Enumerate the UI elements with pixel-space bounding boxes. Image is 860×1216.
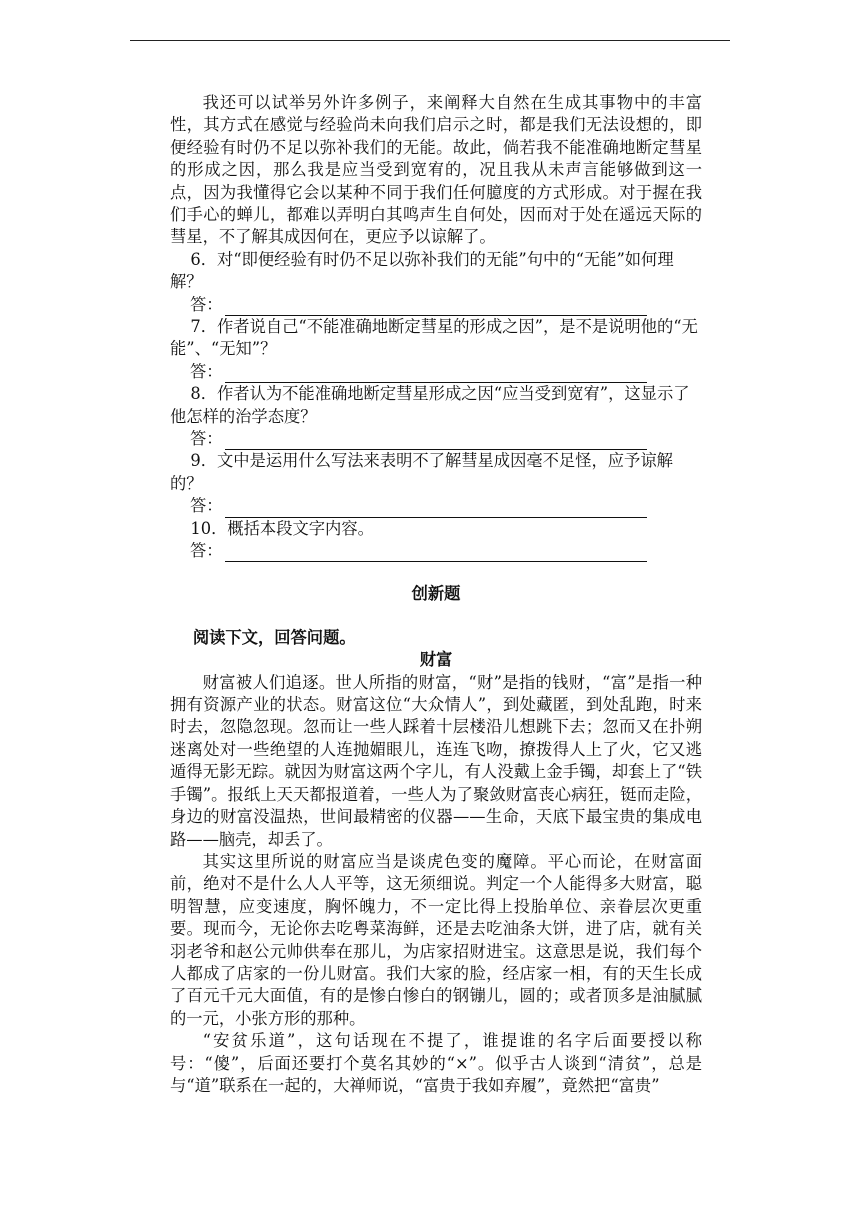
question-6: 6．对“即便经验有时仍不足以弥补我们的无能”句中的“无能”如何理解？ bbox=[170, 249, 674, 292]
answer-label: 答： bbox=[190, 429, 223, 449]
section-title: 创新题 bbox=[411, 584, 461, 604]
question-8: 8．作者认为不能准确地断定彗星形成之因“应当受到宽宥”，这显示了他怎样的治学态度？ bbox=[170, 384, 690, 426]
answer-blank[interactable] bbox=[225, 547, 647, 562]
answer-9 bbox=[170, 495, 702, 517]
answer-label: 答： bbox=[190, 496, 223, 516]
answer-8 bbox=[170, 428, 702, 450]
article-paragraph: “安贫乐道”，这句话现在不提了，谁提谁的名字后面要授以称号：“傻”，后面还要打个莫名其妙的“×”。似乎古人谈到“清贫”，总是与“道”联系在一起的，大禅师说，“富贵于我如弃履”，竟然把“富贵” bbox=[170, 1031, 702, 1095]
answer-blank[interactable] bbox=[225, 301, 647, 316]
question-9: 9．文中是运用什么写法来表明不了解彗星成因毫不足怪，应予谅解的？ bbox=[170, 451, 673, 493]
answer-label: 答： bbox=[190, 541, 223, 561]
answer-10 bbox=[170, 540, 702, 562]
answer-label: 答： bbox=[190, 294, 223, 314]
answer-7 bbox=[170, 361, 702, 383]
question-10: 10．概括本段文字内容。 bbox=[190, 518, 374, 538]
article-paragraph: 财富被人们追逐。世人所指的财富，“财”是指的钱财，“富”是指一种拥有资源产业的状态。财富这位“大众情人”，到处藏匿，到处乱跑，时来时去，忽隐忽现。忽而让一些人踩着十层楼沿儿想跳下去；忽而又在扑朔迷离处对一些绝望的人连抛媚眼儿，连连飞吻，撩拨得人上了火，它又逃遁得无影无踪。就因为财富这两个字儿，有人没戴上金手镯，却套上了“铁手镯”。报纸上天天都报道着，一些人为了聚敛财富丧心病狂，铤而走险，身边的财富没温热，世间最精密的仪器——生命，天底下最宝贵的集成电路——脑壳，却丢了。 bbox=[170, 672, 702, 849]
question-7: 7．作者说自己“不能准确地断定彗星的形成之因”，是不是说明他的“无能”、“无知”？ bbox=[170, 317, 698, 359]
passage-paragraph: 我还可以试举另外许多例子，来阐释大自然在生成其事物中的丰富性，其方式在感觉与经验尚未向我们启示之时，都是我们无法设想的，即便经验有时仍不足以弥补我们的无能。故此，倘若我不能准确地断定彗星的形成之因，那么我是应当受到宽宥的，况且我从未声言能够做到这一点，因为我懂得它会以某种不同于我们任何臆度的方式形成。对于握在我们手心的蝉儿，都难以弄明白其鸣声生自何处，因而对于处在遥远天际的彗星，不了解其成因何在，更应予以谅解了。 bbox=[170, 93, 702, 247]
answer-6 bbox=[170, 294, 702, 316]
answer-blank[interactable] bbox=[225, 503, 647, 518]
reading-instruction: 阅读下文，回答问题。 bbox=[192, 627, 356, 647]
answer-label: 答： bbox=[190, 361, 223, 381]
document-body bbox=[170, 92, 702, 1097]
answer-blank[interactable] bbox=[225, 435, 647, 450]
answer-blank[interactable] bbox=[225, 368, 647, 383]
article-title: 财富 bbox=[419, 650, 453, 670]
article-paragraph: 其实这里所说的财富应当是谈虎色变的魔障。平心而论，在财富面前，绝对不是什么人人平等，这无须细说。判定一个人能得多大财富，聪明智慧，应变速度，胸怀魄力，不一定比得上投胎单位、亲眷层次更重要。现而今，无论你去吃粤菜海鲜，还是去吃油条大饼，进了店，就有关羽老爷和赵公元帅供奉在那儿，为店家招财进宝。这意思是说，我们每个人都成了店家的一份儿财富。我们大家的脸，经店家一相，有的天生长成了百元千元大面值，有的是惨白惨白的钢镚儿，圆的；或者顶多是油腻腻的一元，小张方形的那种。 bbox=[170, 851, 702, 1028]
header-rule bbox=[130, 40, 730, 41]
